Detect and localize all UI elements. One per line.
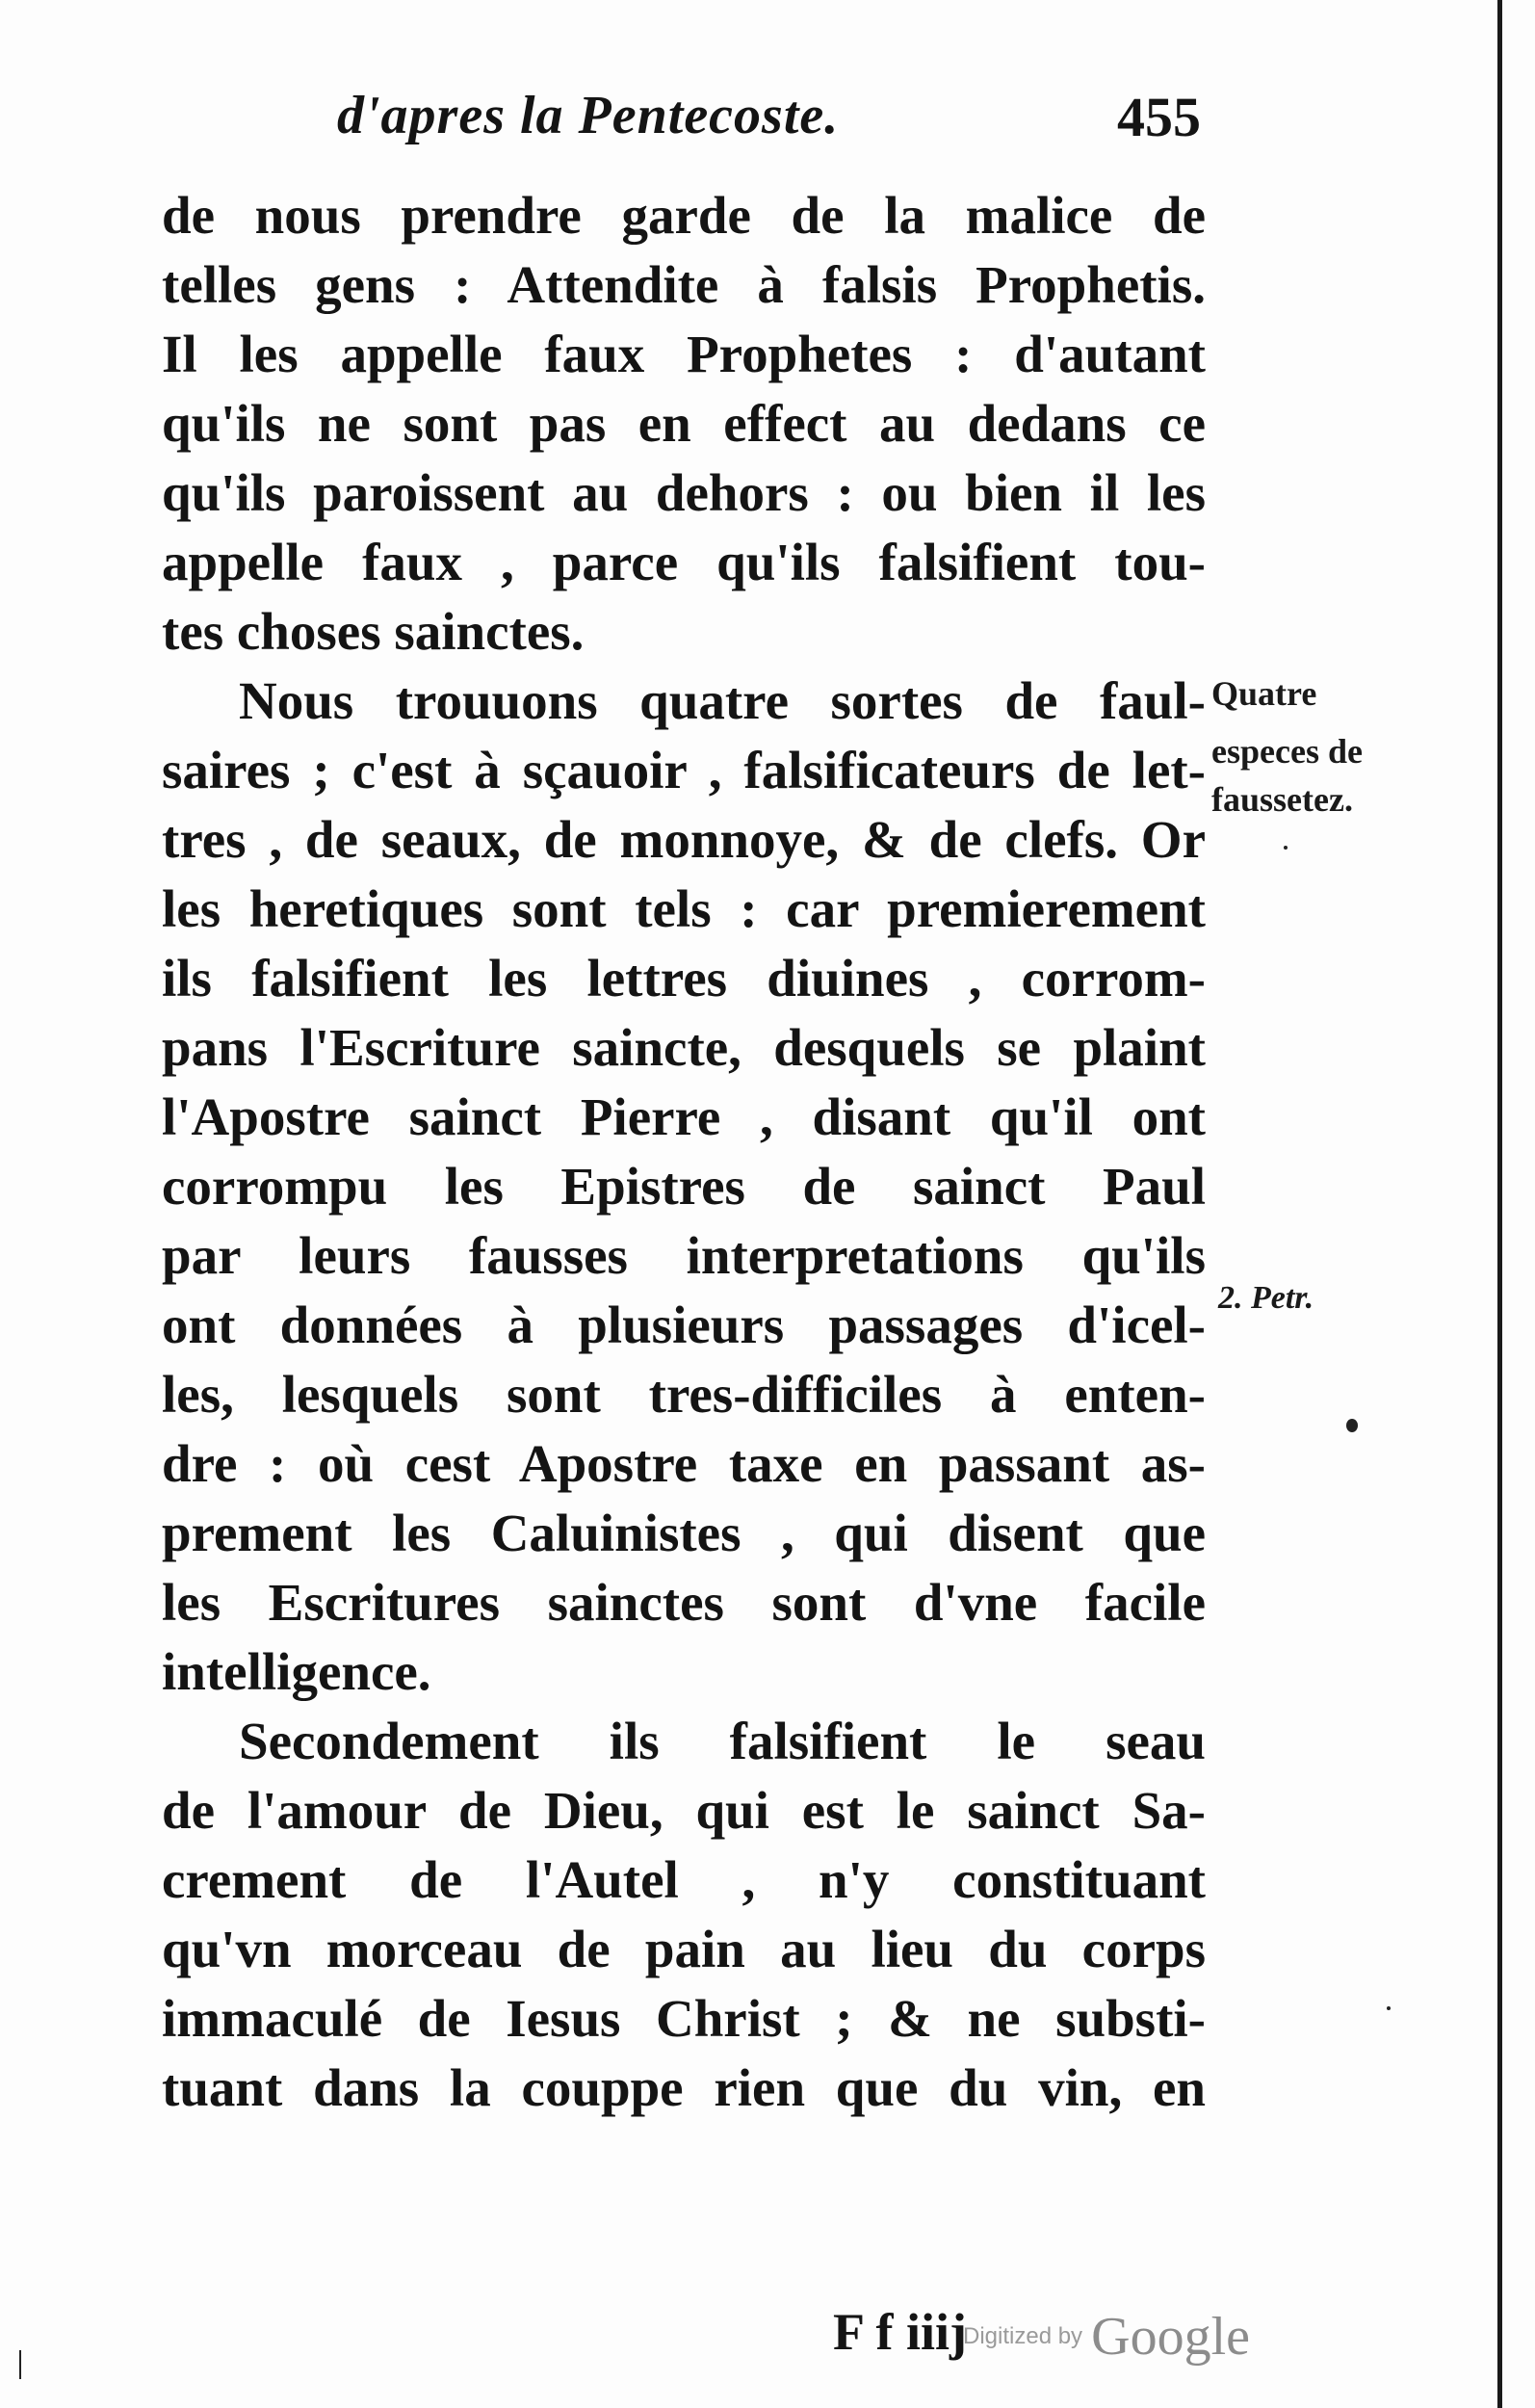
text-line: telles gens : Attendite à falsis Prophetis. [162,255,1206,314]
paragraph-start-line: Nous trouuons quatre sortes de faul- [239,671,1206,730]
text-line: tres , de seaux, de monnoye, & de clefs. Or [162,810,1206,869]
text-line: immaculé de Iesus Christ ; & ne substi- [162,1989,1206,2048]
text-line: par leurs fausses interpretations qu'ils [162,1226,1206,1285]
text-line: corrompu les Epistres de sainct Paul [162,1157,1206,1216]
text-line: dre : où cest Apostre taxe en passant as- [162,1434,1206,1493]
ink-speck [1387,2006,1391,2010]
text-line: tuant dans la couppe rien que du vin, en [162,2058,1206,2117]
ink-speck [1346,1419,1358,1432]
google-logo: Google [1091,2307,1251,2367]
paragraph-start-line: Secondement ils falsifient le seau [239,1712,1206,1770]
signature-mark: F f iiij [833,2303,967,2361]
text-line: intelligence. [162,1642,431,1701]
text-line: les Escritures sainctes sont d'vne facile [162,1573,1206,1632]
digitized-label: Digitized by [963,2323,1083,2349]
text-line: qu'vn morceau de pain au lieu du corps [162,1920,1206,1978]
text-line: tes choses sainctes. [162,602,585,661]
text-line: les heretiques sont tels : car premierement [162,879,1206,938]
text-line: saires ; c'est à sçauoir , falsificateurs de let- [162,741,1206,799]
margin-note-faussetez: faussetez. [1211,780,1353,819]
margin-note-especes: especes de [1211,732,1363,771]
text-line: appelle faux , parce qu'ils falsifient tou- [162,533,1206,591]
text-line: ils falsifient les lettres diuines , corrom- [162,949,1206,1008]
text-line: les, lesquels sont tres-difficiles à enten- [162,1365,1206,1424]
binding-edge-rule [1497,0,1502,2408]
margin-tick-mark [19,2350,21,2379]
page-header [250,85,1213,171]
text-line: de l'amour de Dieu, qui est le sainct Sa- [162,1781,1206,1840]
text-line: pans l'Escriture saincte, desquels se plaint [162,1018,1206,1077]
text-line: qu'ils paroissent au dehors : ou bien il les [162,463,1206,522]
page-number: 455 [1117,86,1201,148]
digitized-watermark [963,2306,1250,2368]
text-line: Il les appelle faux Prophetes : d'autant [162,325,1206,383]
text-line: qu'ils ne sont pas en effect au dedans ce [162,394,1206,453]
text-line: crement de l'Autel , n'y constituant [162,1850,1206,1909]
text-line: de nous prendre garde de la malice de [162,186,1206,245]
text-line: ont données à plusieurs passages d'icel- [162,1296,1206,1354]
text-line: l'Apostre sainct Pierre , disant qu'il ont [162,1087,1206,1146]
running-head: d'apres la Pentecoste. [337,86,840,145]
text-line: prement les Caluinistes , qui disent que [162,1504,1206,1562]
body-text [162,181,1206,2123]
ink-speck [1284,846,1288,850]
margin-note-quatre: Quatre [1211,674,1317,713]
margin-note-reference: 2. Petr. [1218,1280,1314,1316]
